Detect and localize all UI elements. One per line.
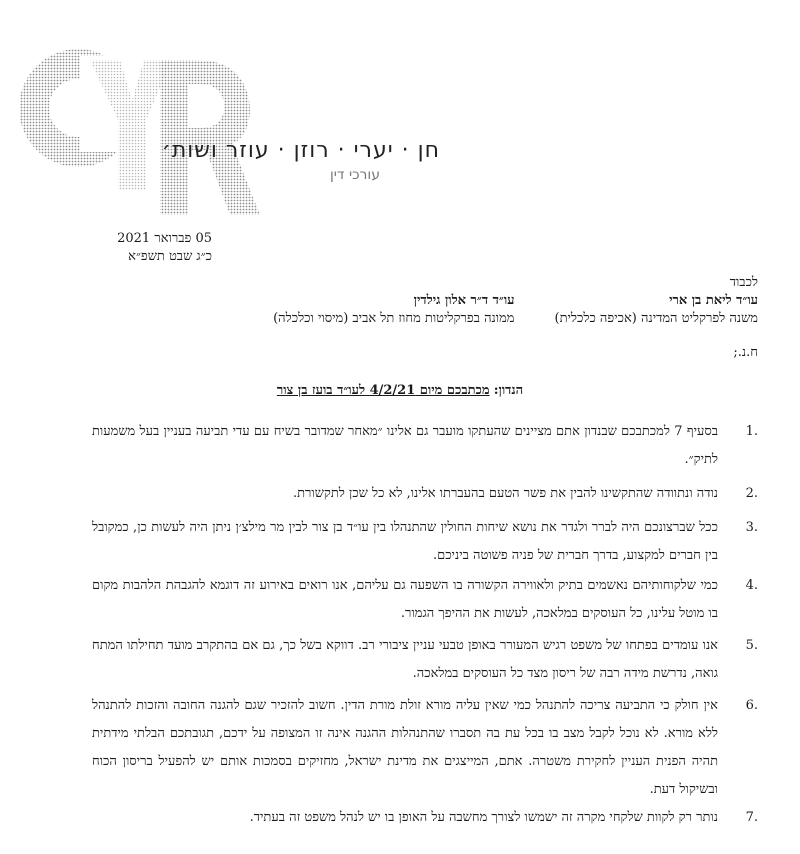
firm-logo (20, 40, 260, 220)
paragraph-4 (92, 572, 758, 628)
date-hebrew: כ״ג שבט תשפ״א (128, 249, 212, 264)
subject-prefix: הנדון: (493, 383, 524, 398)
salutation: ח.נ.; (733, 345, 758, 360)
subject-text: מכתבכם מיום 4/2/21 לעו״ד בועז בן צור (276, 383, 490, 398)
recipient-1-name: עו״ד ליאת בן ארי (669, 293, 758, 308)
firm-header (162, 138, 440, 183)
paragraph-5 (92, 632, 758, 688)
recipient-2 (273, 292, 514, 328)
paragraph-text: נותר רק לקוות שלקחי מקרה זה ישמשו לצורך מחשבה על האופן בו יש לנהל משפט זה בעתיד. (249, 810, 718, 825)
paragraph-text: ככל שברצונכם היה לברר ולגדר את נושא שיחות החולין שהתנהלו בין עו״ד בן צור לבין מר מילצ׳ן ניתן היה לעשות כן, כמקובל בין חברים למקצוע, בדרך חברית של פניה פשוטה ביניכם. (92, 520, 718, 563)
paragraph-number: 5. (745, 638, 758, 653)
paragraph-text: נודה ונתוודה שהתקשינו להבין את פשר הטעם בהעברתו אלינו, לא כל שכן לתקשורת. (292, 486, 718, 501)
paragraph-3 (92, 514, 758, 570)
paragraph-6 (92, 692, 758, 804)
paragraph-text: בסעיף 7 למכתבכם שבנדון אתם מציינים שהעתקו מועבר גם אלינו ״מאחר שמדובר בשיח עם עדי תביעה בעניין בעל משמעות לתיק״. (92, 424, 718, 467)
recipient-2-title: ממונה בפרקליטות מחוז תל אביב (מיסוי וכלכלה) (273, 311, 515, 326)
paragraph-text: כמי שלקוחותיהם נאשמים בתיק ולאווירה הקשורה בו השפעה גם עליהם, אנו רואים באירוע זה דוגמא להגבהת הלהבות מקום בו מוטל עלינו, כל העוסקים במלאכה, לעשות את ההיפך הגמור. (92, 578, 718, 621)
paragraph-1 (92, 418, 758, 474)
paragraph-number: 1. (745, 424, 758, 439)
firm-subtitle: עורכי דין (329, 167, 380, 183)
recipient-1-title: משנה לפרקליט המדינה (אכיפה כלכלית) (554, 311, 758, 326)
paragraph-7 (92, 804, 758, 832)
recipients-block (118, 274, 758, 328)
paragraph-number: 7. (745, 810, 758, 825)
paragraph-text: אין חולק כי התביעה צריכה להתנהל כמי שאין עליה מורא זולת מורת הדין. חשוב להזכיר שגם להגנה החובה והזכות להתנהל ללא מורא. לא נוכל לקבל מצב בו בכל עת בה תסברו שהתנהלות ההגנה אינה זו המצופה על ידכם, תגובתכם הבלתי מידתית תהיה הפנית העניין לחקירת משטרה. אתם, המייצגים את מדינת ישראל, מחזיקים בסמכות אותם יש להפעיל בריסון הכוח ובשיקול דעת. (92, 698, 718, 797)
date-block (117, 230, 212, 266)
recipient-2-name: עו״ד ד״ר אלון גילדין (413, 293, 515, 308)
paragraph-text: אנו עומדים בפתחו של משפט רגיש המעורר באופן טבעי עניין ציבורי רב. דווקא בשל כך, גם אם בהתקרב מועד תחילתו המתח גואה, נדרשת מידה רבה של ריסון מצד כל העוסקים במלאכה. (92, 638, 718, 681)
greeting: לכבוד (729, 275, 758, 290)
paragraph-number: 3. (745, 520, 758, 535)
date-gregorian: 05 פברואר 2021 (117, 231, 212, 246)
paragraph-2 (92, 480, 758, 508)
paragraph-number: 6. (745, 698, 758, 713)
paragraph-number: 2. (745, 486, 758, 501)
paragraph-number: 4. (745, 578, 758, 593)
subject-line (0, 382, 800, 398)
recipients-row (118, 292, 758, 328)
recipient-1 (555, 292, 758, 328)
firm-name: חן · יערי · רוזן · עוזר ושות׳ (161, 138, 440, 163)
